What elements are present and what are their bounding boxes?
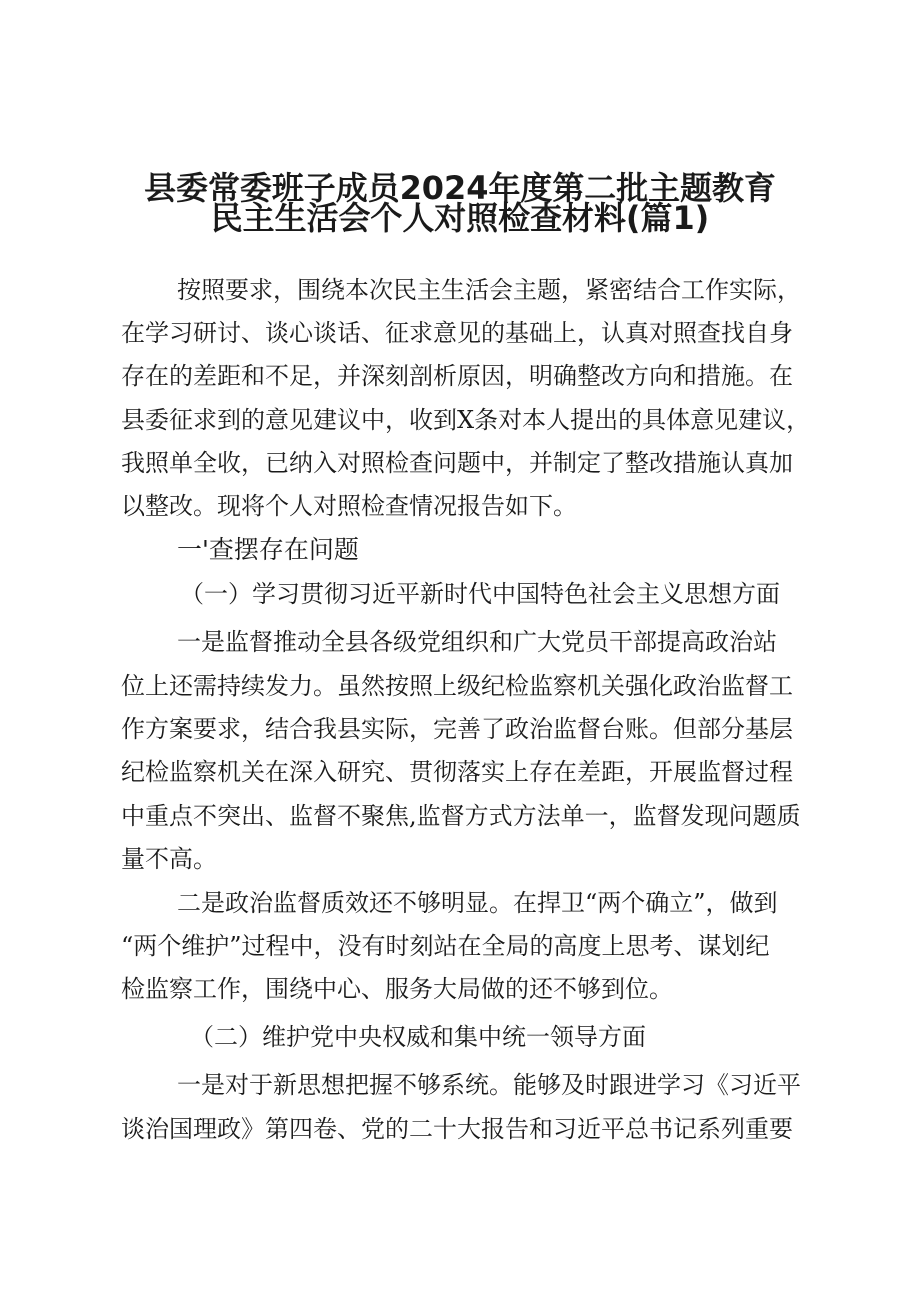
para2-line-3: 检监察工作，围绕中心、服务大局做的还不够到位。 (121, 975, 673, 1003)
para2-line-1: 二是政治监督质效还不够明显。在捍卫“两个确立”，做到 (177, 889, 778, 917)
intro-line-3: 存在的差距和不足，并深刻剖析原因，明确整改方向和措施。在 (121, 362, 793, 390)
para1-line-1: 一是监督推动全县各级党组织和广大党员干部提高政治站 (177, 628, 777, 656)
intro-line-4: 县委征求到的意见建议中，收到X条对本人提出的具体意见建议， (121, 406, 811, 434)
intro-line-2: 在学习研讨、谈心谈话、征求意见的基础上，认真对照查找自身 (121, 319, 793, 347)
intro-line-6: 以整改。现将个人对照检查情况报告如下。 (121, 492, 577, 520)
intro-line-5: 我照单全收，已纳入对照检查问题中，并制定了整改措施认真加 (121, 449, 793, 477)
para2-line-2: “两个维护”过程中，没有时刻站在全局的高度上思考、谋划纪 (121, 932, 770, 960)
para1-line-3: 作方案要求，结合我县实际，完善了政治监督台账。但部分基层 (121, 715, 793, 743)
para1-line-6: 量不高。 (121, 845, 217, 873)
intro-line-1: 按照要求，围绕本次民主生活会主题，紧密结合工作实际， (177, 276, 801, 304)
para3-line-1: 一是对于新思想把握不够系统。能够及时跟进学习《习近平 (177, 1071, 801, 1099)
subsection-heading-1: （一）学习贯彻习近平新时代中国特色社会主义思想方面 (180, 580, 780, 608)
para1-line-2: 位上还需持续发力。虽然按照上级纪检监察机关强化政治监督工 (121, 672, 793, 700)
para1-line-5: 中重点不突出、监督不聚焦,监督方式方法单一，监督发现问题质 (121, 802, 801, 830)
para3-line-2: 谈治国理政》第四卷、党的二十大报告和习近平总书记系列重要 (121, 1115, 793, 1143)
document-title-line-2: 民主生活会个人对照检查材料(篇1) (210, 199, 710, 237)
subsection-heading-2: （二）维护党中央权威和集中统一领导方面 (190, 1023, 646, 1051)
document-title-line-1: 县委常委班子成员2024年度第二批主题教育 (144, 169, 776, 207)
para1-line-4: 纪检监察机关在深入研究、贯彻落实上存在差距，开展监督过程 (121, 758, 793, 786)
section-heading-1: 一'查摆存在问题 (177, 535, 359, 564)
